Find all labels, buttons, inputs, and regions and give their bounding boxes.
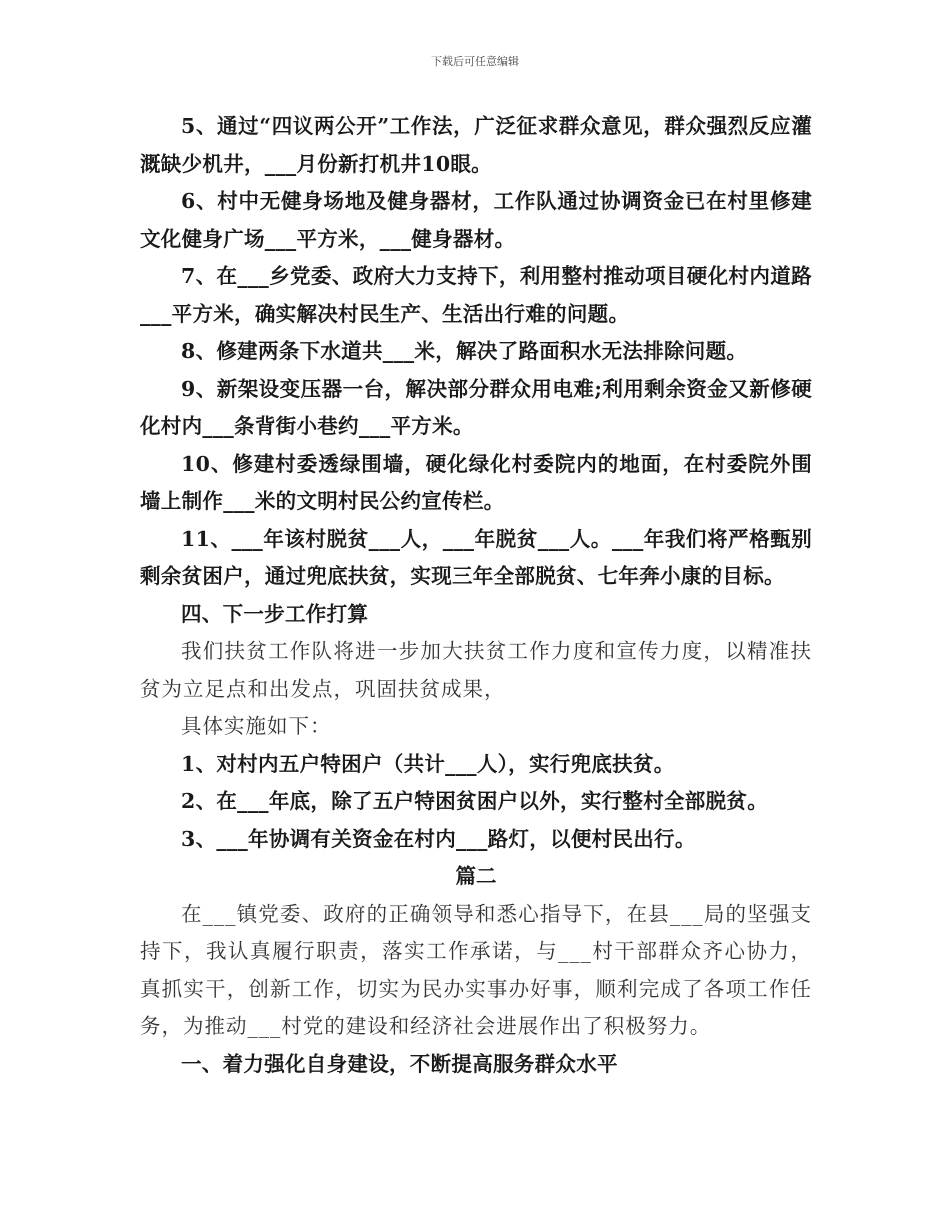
- paragraph-item-9: 9、新架设变压器一台，解决部分群众用电难;利用剩余资金又新修硬化村内___条背街小巷约___平方米。: [140, 376, 812, 438]
- paragraph-item-11: 11、___年该村脱贫___人，___年脱贫___人。___年我们将严格甄别剩余贫困户，通过兜底扶贫，实现三年全部脱贫、七年奔小康的目标。: [140, 526, 812, 588]
- document-body: [140, 108, 812, 1083]
- page-header-note: 下载后可任意编辑: [431, 55, 519, 68]
- plan-item-2: 2、在___年底，除了五户特困贫困户以外，实行整村全部脱贫。: [181, 789, 769, 813]
- section-lead-line: 具体实施如下：: [181, 714, 332, 738]
- part-two-title: 篇二: [455, 864, 497, 888]
- plan-item-1: 1、对村内五户特困户（共计___人），实行兜底扶贫。: [181, 751, 675, 776]
- section-heading-next-steps: 四、下一步工作打算: [181, 601, 369, 626]
- paragraph-item-10: 10、修建村委透绿围墙，硬化绿化村委院内的地面，在村委院外围墙上制作___米的文明村民公约宣传栏。: [140, 451, 812, 513]
- plan-item-3: 3、___年协调有关资金在村内___路灯，以便村民出行。: [181, 826, 696, 851]
- part-two-heading-1: 一、着力强化自身建设，不断提高服务群众水平: [181, 1051, 618, 1076]
- section-intro-paragraph: 我们扶贫工作队将进一步加大扶贫工作力度和宣传力度，以精准扶贫为立足点和出发点，巩固扶贫成果，: [140, 639, 812, 701]
- part-two-intro-paragraph: 在___镇党委、政府的正确领导和悉心指导下，在县___局的坚强支持下，我认真履行职责，落实工作承诺，与___村干部群众齐心协力，真抓实干，创新工作，切实为民办实事办好事，顺利完成了各项工作任务，为推动___村党的建设和经济社会进展作出了积极努力。: [140, 901, 812, 1038]
- paragraph-item-5: 5、通过“四议两公开”工作法，广泛征求群众意见，群众强烈反应灌溉缺少机井，___月份新打机井10眼。: [140, 114, 812, 176]
- paragraph-item-7: 7、在___乡党委、政府大力支持下，利用整村推动项目硬化村内道路___平方米，确实解决村民生产、生活出行难的问题。: [140, 264, 812, 326]
- paragraph-item-6: 6、村中无健身场地及健身器材，工作队通过协调资金已在村里修建文化健身广场___平方米，___健身器材。: [140, 189, 812, 251]
- paragraph-item-8: 8、修建两条下水道共___米，解决了路面积水无法排除问题。: [181, 339, 748, 363]
